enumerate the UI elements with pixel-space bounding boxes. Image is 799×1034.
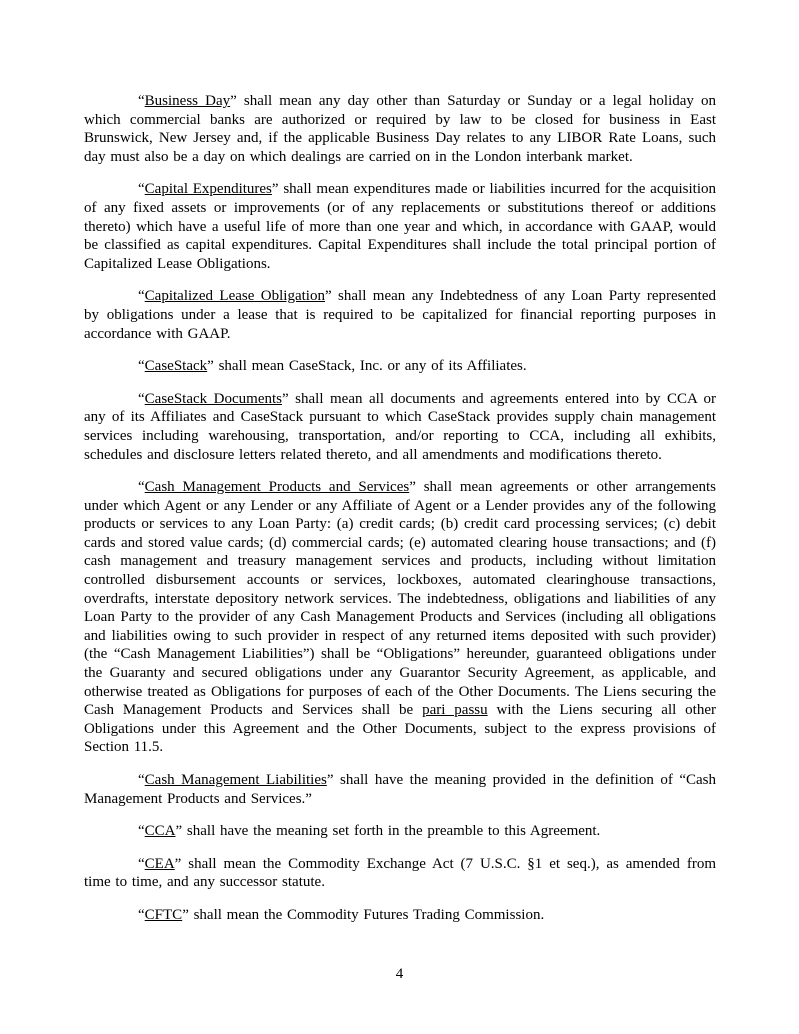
paragraph-text: ” shall have the meaning set forth in the preamble to this Agreement. (175, 823, 601, 840)
defined-term: CEA (144, 855, 175, 872)
paragraph-text: ” shall mean any Indebtedness of any Loan Party represented by obligations under a lease that is required to be capitalized for financial reporting purposes in accordance with GAAP. (84, 288, 716, 342)
defined-term: Capitalized Lease Obligation (144, 288, 325, 305)
paragraph-text: ” shall mean any day other than Saturday or Sunday or a legal holiday on which commercial banks are authorized or required by law to be closed for business in East Brunswick, New Jersey and, if the applicable Business Day relates to any LIBOR Rate Loans, such day must also be a day on which dealings are carried on in the London interbank market. (84, 93, 716, 165)
page-number: 4 (395, 966, 404, 982)
paragraph-text: “ (138, 855, 145, 872)
paragraph-text: “ (138, 479, 145, 496)
paragraph-text: ” shall mean all documents and agreements entered into by CCA or any of its Affiliates and CaseStack pursuant to which CaseStack provides supply chain management services including warehousing, transportation, and/or reporting to CCA, including all exhibits, schedules and disclosure letters related thereto, and all amendments and modifications thereto. (84, 390, 717, 463)
defined-term: CCA (144, 823, 176, 840)
paragraph-text: “ (138, 906, 145, 923)
paragraph-text: “ (138, 772, 145, 788)
defined-term: CaseStack (144, 358, 208, 375)
definition-cftc (84, 906, 716, 925)
definition-business-day (84, 92, 716, 166)
paragraph-text: ” shall have the meaning provided in the definition of “Cash Management Products and Services.” (84, 772, 716, 807)
document-body (84, 92, 716, 939)
defined-term: pari passu (422, 702, 488, 719)
defined-term: Business Day (144, 93, 231, 109)
paragraph-text: “ (138, 181, 145, 198)
definition-cca (84, 822, 716, 841)
defined-term: CFTC (144, 906, 183, 923)
paragraph-text: “ (138, 288, 145, 305)
definition-cash-management-products-and-services (84, 478, 716, 757)
paragraph-text: ” shall mean CaseStack, Inc. or any of its Affiliates. (207, 358, 527, 375)
paragraph-text: ” shall mean agreements or other arrangements under which Agent or any Lender or any Affiliate of Agent or a Lender provides any of the following products or services to any Loan Party: (a) credit cards; (b) credit card processing services; (c) debit cards and stored value cards; (d) commercial cards; (e) automated clearing house transactions; and (f) cash management and treasury management services and products, including without limitation controlled disbursement accounts or services, lockboxes, automated clearinghouse transactions, overdrafts, interstate depository network services. The indebtedness, obligations and liabilities of any Loan Party to the provider of any Cash Management Products and Services (including all obligations and liabilities owing to such provider in respect of any returned items deposited with such provider) (the “Cash Management Liabilities”) shall be “Obligations” hereunder, guaranteed obligations under the Guaranty and secured obligations under any Guarantor Security Agreement, as applicable, and otherwise treated as Obligations for purposes of each of the Other Documents. The Liens securing the Cash Management Products and Services shall be (84, 479, 716, 719)
definition-casestack-documents (84, 390, 716, 464)
defined-term: Capital Expenditures (144, 181, 272, 198)
definition-cash-management-liabilities (84, 771, 716, 808)
definition-capitalized-lease-obligation (84, 287, 716, 343)
definition-capital-expenditures (84, 180, 716, 273)
paragraph-text: “ (138, 93, 145, 109)
paragraph-text: ” shall mean the Commodity Futures Trading Commission. (182, 906, 545, 923)
paragraph-text: “ (138, 390, 145, 407)
paragraph-text: “ (138, 823, 145, 840)
paragraph-text: “ (138, 358, 145, 375)
paragraph-text: with the Liens securing all other Obligations under this Agreement and the Other Documents, subject to the express provisions of Section 11.5. (84, 702, 716, 756)
definition-cea (84, 855, 716, 892)
defined-term: CaseStack Documents (144, 390, 282, 407)
paragraph-text: ” shall mean the Commodity Exchange Act (7 U.S.C. §1 et seq.), as amended from time to time, and any successor statute. (84, 855, 716, 891)
paragraph-text: ” shall mean expenditures made or liabilities incurred for the acquisition of any fixed assets or improvements (or of any replacements or substitutions thereof or additions thereto) which have a useful life of more than one year and which, in accordance with GAAP, would be classified as capital expenditures. Capital Expenditures shall include the total principal portion of Capitalized Lease Obligations. (84, 181, 717, 272)
definition-casestack (84, 357, 716, 376)
defined-term: Cash Management Liabilities (144, 772, 327, 788)
defined-term: Cash Management Products and Services (144, 479, 410, 496)
